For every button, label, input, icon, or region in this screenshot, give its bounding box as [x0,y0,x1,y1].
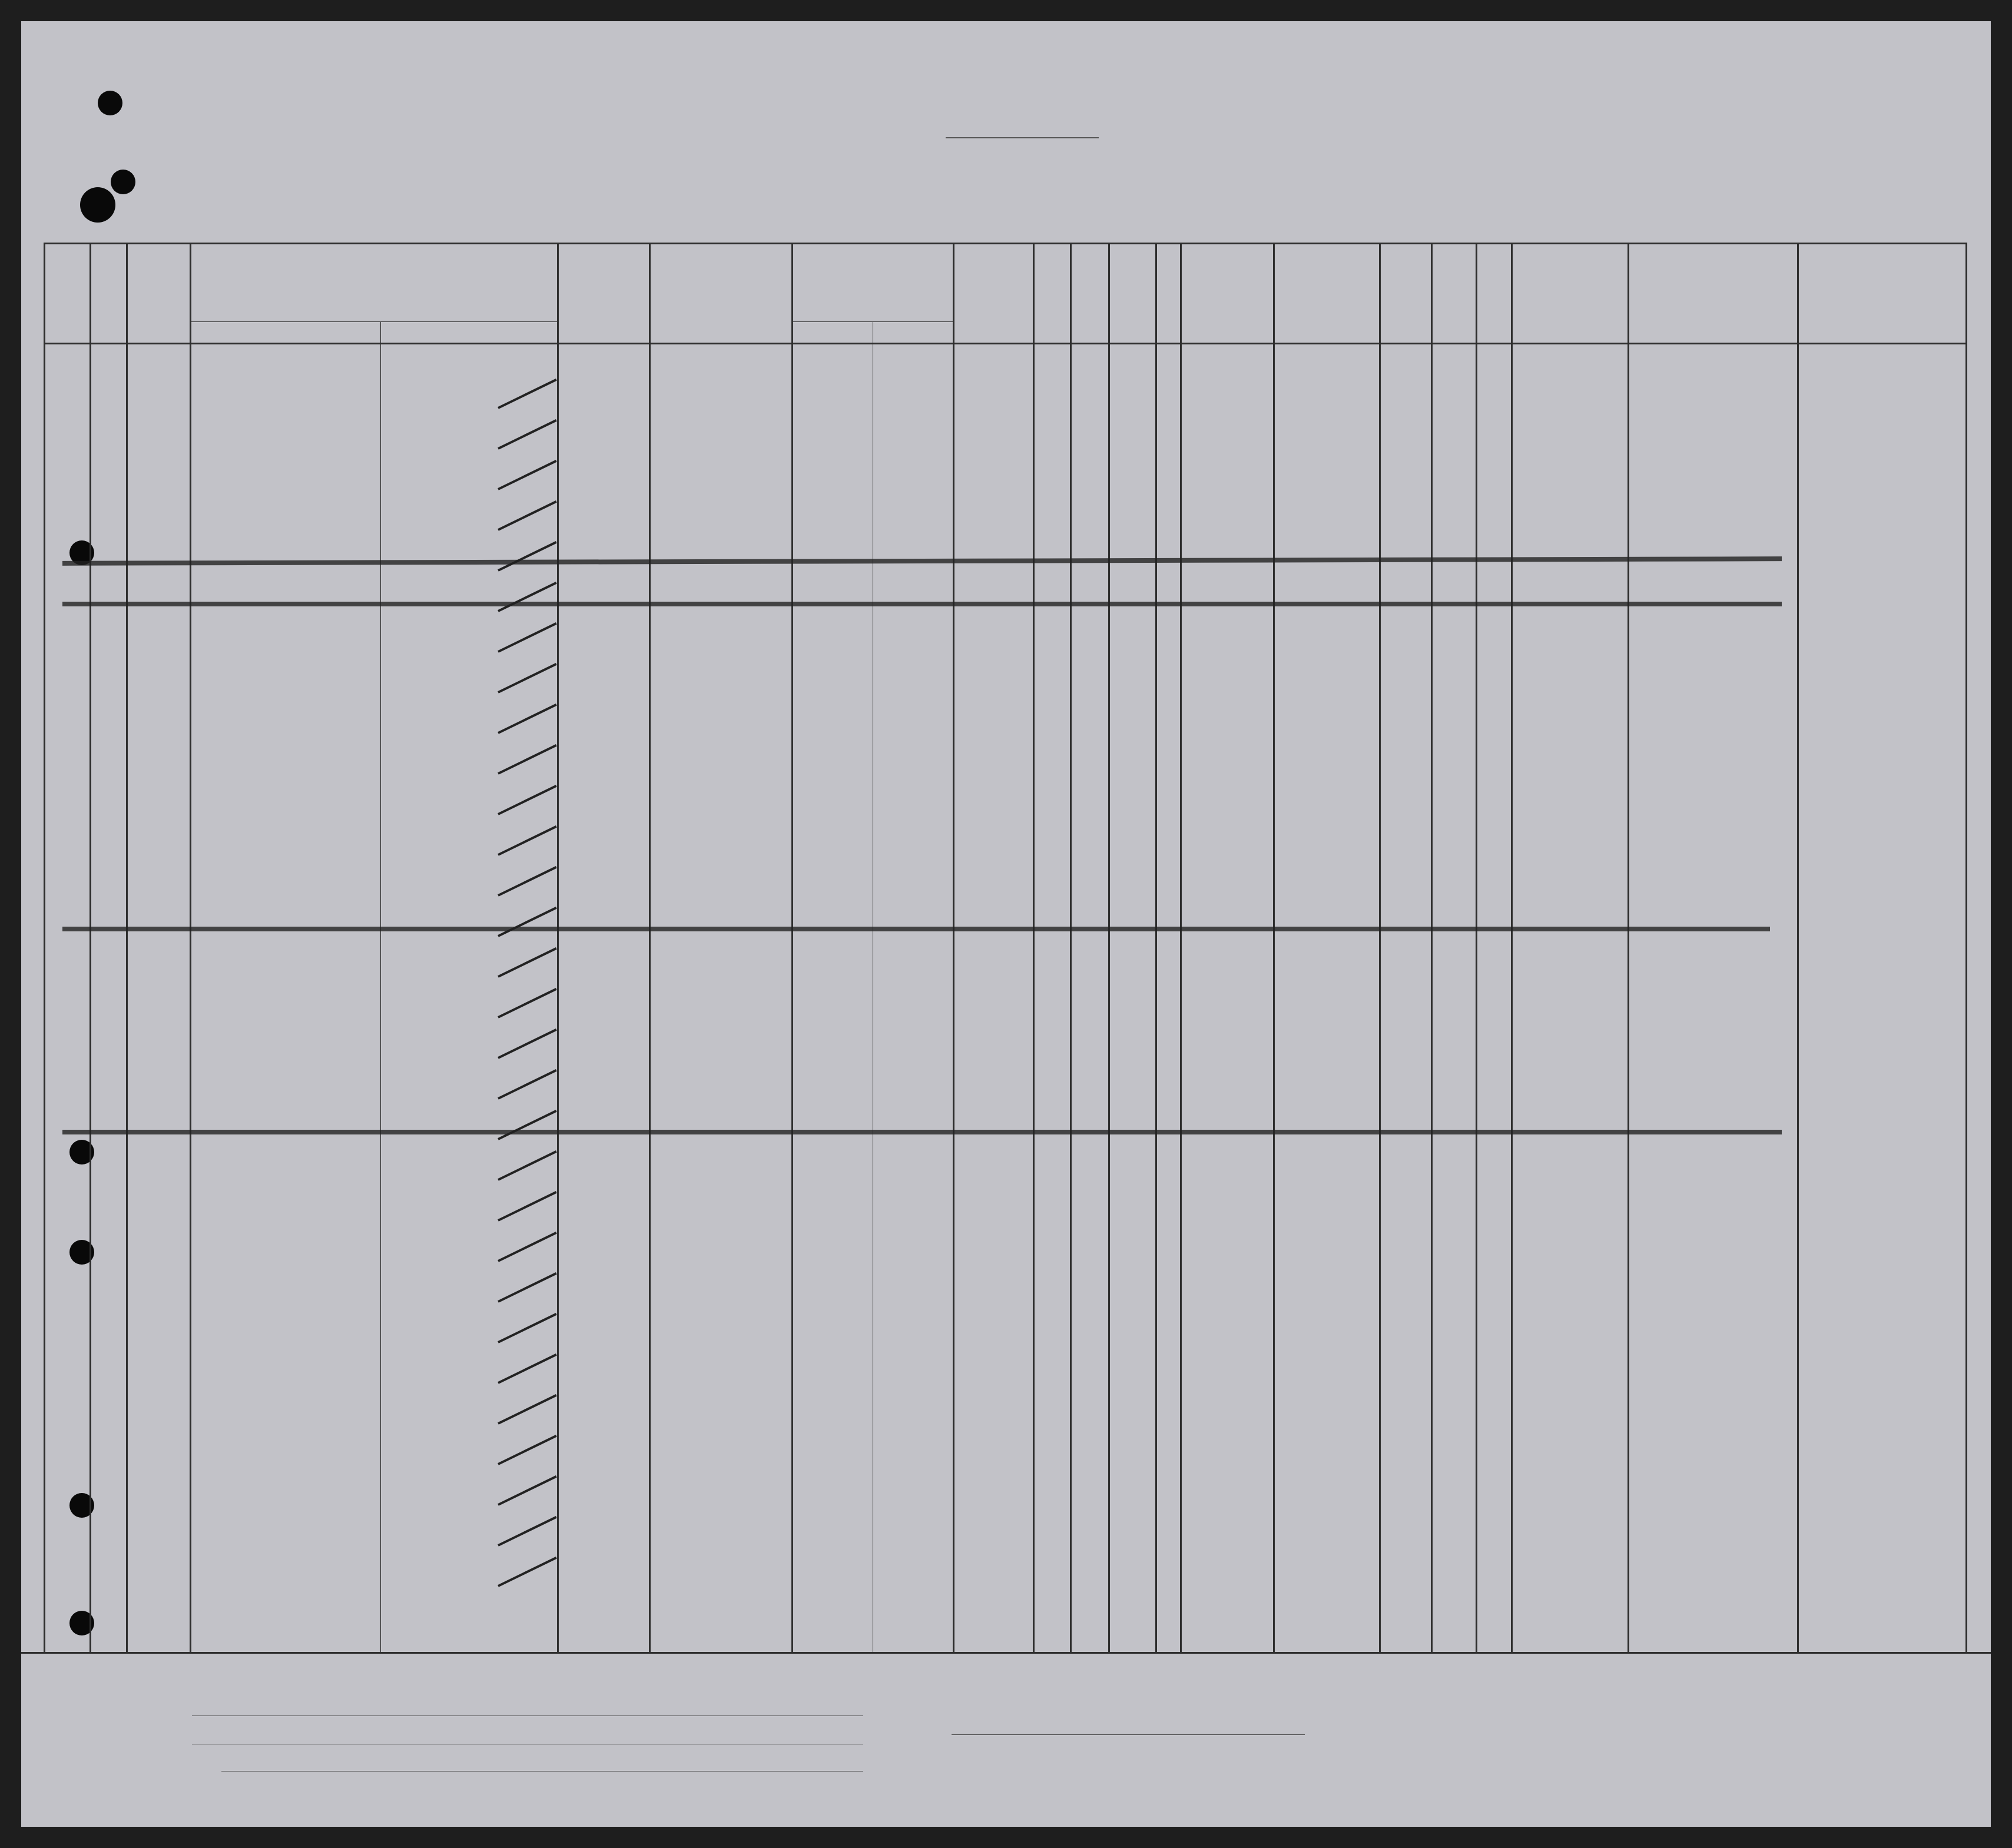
pencil-check-mark [498,1069,557,1100]
column-divider [380,321,381,1652]
pencil-check-mark [498,582,557,612]
name-subheader-rule [190,321,557,322]
pencil-check-mark [498,1232,557,1262]
pencil-check-mark [498,744,557,775]
column-divider [190,243,191,1652]
pencil-check-mark [498,1313,557,1343]
column-divider [1033,243,1035,1652]
pencil-check-mark [498,460,557,490]
column-divider [1511,243,1513,1652]
pencil-check-mark [498,419,557,450]
pencil-check-mark [498,1353,557,1384]
column-divider [1476,243,1477,1652]
pencil-check-mark [498,866,557,897]
pencil-check-mark [498,1191,557,1222]
column-divider [1070,243,1072,1652]
strike-through-line [62,556,1782,566]
pencil-check-mark [498,1557,557,1587]
column-divider [1965,243,1967,1652]
column-divider [557,243,559,1652]
pencil-check-mark [498,907,557,937]
pencil-check-mark [498,663,557,694]
pencil-check-mark [498,1110,557,1140]
column-divider [126,243,128,1652]
pencil-check-mark [498,1394,557,1425]
pencil-check-mark [498,1475,557,1506]
pencil-check-mark [498,704,557,734]
column-divider [649,243,651,1652]
column-divider [791,243,793,1652]
pencil-check-mark [498,1272,557,1303]
column-divider [1797,243,1799,1652]
column-divider [953,243,954,1652]
strike-through-line [62,602,1782,606]
table-bottom-rule [21,1652,1991,1654]
column-divider [1273,243,1275,1652]
column-divider [1108,243,1110,1652]
manifest-sheet [21,21,1991,1827]
pencil-check-mark [498,1150,557,1181]
pencil-check-mark [498,1516,557,1547]
pencil-check-mark [498,825,557,856]
strike-through-line [62,1130,1782,1134]
pencil-check-mark [498,541,557,572]
column-divider [1379,243,1381,1652]
column-divider [44,243,45,1652]
column-divider [1431,243,1433,1652]
signature-rule [952,1734,1305,1735]
column-divider [1628,243,1629,1652]
table-top-rule [44,243,1965,244]
pencil-check-mark [498,1028,557,1059]
pencil-check-mark [498,379,557,409]
pencil-check-mark [498,622,557,653]
pencil-check-mark [498,1435,557,1465]
pencil-check-mark [498,947,557,978]
strike-through-line [62,927,1770,931]
pencil-check-mark [498,988,557,1018]
column-divider [1180,243,1182,1652]
pencil-check-mark [498,785,557,815]
column-divider [90,243,91,1652]
column-divider [1155,243,1157,1652]
table-header-rule [44,343,1965,344]
crew-table [21,21,1991,1827]
shipped-subheader-rule [791,321,953,322]
pencil-check-mark [498,500,557,531]
